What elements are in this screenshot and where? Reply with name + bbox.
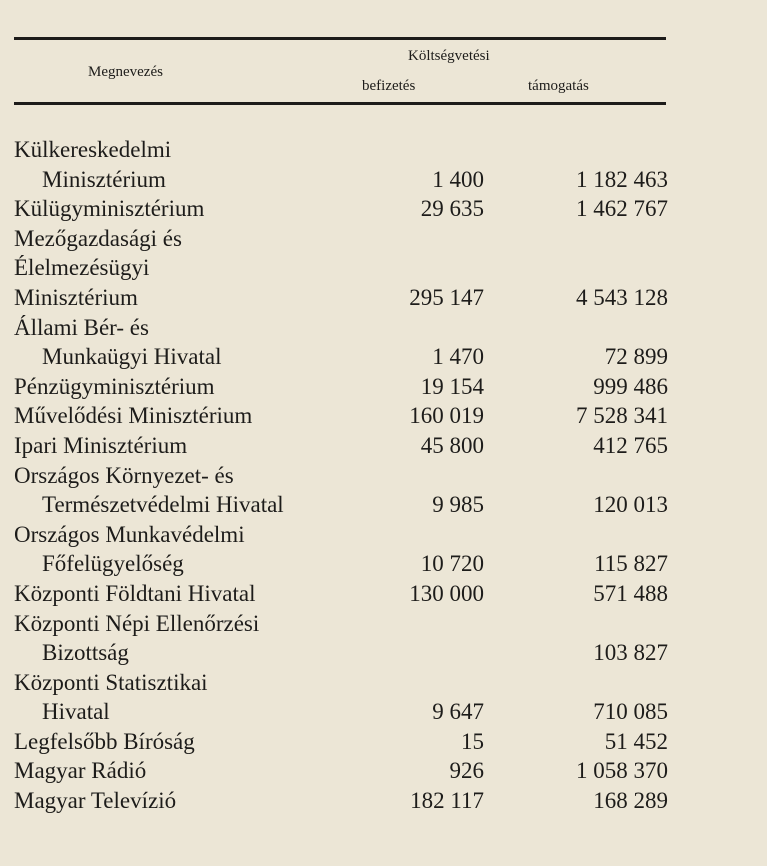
table-row	[14, 520, 668, 550]
table-row	[14, 401, 668, 431]
budget-table	[14, 135, 668, 816]
row-name: Pénzügyminisztérium	[14, 373, 215, 399]
row-tamogatas	[484, 224, 668, 254]
table-row	[14, 727, 668, 757]
table-row	[14, 342, 668, 372]
column-group-header: Költségvetési	[408, 48, 490, 64]
row-tamogatas: 710 085	[593, 699, 668, 725]
row-name: Főfelügyelőség	[42, 551, 184, 577]
table-body	[14, 135, 668, 816]
row-name: Munkaügyi Hivatal	[42, 344, 222, 370]
row-tamogatas: 4 543 128	[576, 284, 668, 310]
table-row	[14, 194, 668, 224]
table-row	[14, 224, 668, 254]
table-row	[14, 697, 668, 727]
row-tamogatas: 999 486	[593, 373, 668, 399]
row-name: Magyar Rádió	[14, 758, 147, 784]
row-befizetes	[364, 520, 484, 550]
row-befizetes	[364, 224, 484, 254]
row-befizetes: 15	[461, 728, 484, 754]
row-name: Élelmezésügyi	[14, 255, 150, 281]
row-tamogatas: 1 058 370	[576, 758, 668, 784]
table-row	[14, 283, 668, 313]
row-befizetes	[364, 253, 484, 283]
table-row	[14, 668, 668, 698]
row-befizetes	[364, 668, 484, 698]
row-tamogatas: 1 462 767	[576, 196, 668, 222]
row-befizetes	[364, 313, 484, 343]
table-row	[14, 609, 668, 639]
row-name: Bizottság	[42, 640, 129, 666]
table-row	[14, 461, 668, 491]
row-befizetes: 182 117	[410, 788, 484, 814]
table-row	[14, 756, 668, 786]
row-name: Központi Népi Ellenőrzési	[14, 610, 260, 636]
table-row	[14, 549, 668, 579]
row-name: Külkereskedelmi	[14, 137, 172, 162]
table-header-rule	[14, 102, 666, 105]
table-row	[14, 638, 668, 668]
row-name: Legfelsőbb Bíróság	[14, 728, 195, 754]
row-name: Természetvédelmi Hivatal	[42, 492, 284, 518]
row-tamogatas	[484, 520, 668, 550]
row-befizetes: 45 800	[420, 432, 484, 458]
row-befizetes	[364, 135, 484, 165]
row-name: Mezőgazdasági és	[14, 225, 182, 251]
row-tamogatas: 168 289	[593, 788, 668, 814]
row-tamogatas: 72 899	[604, 344, 668, 370]
row-name: Központi Földtani Hivatal	[14, 580, 256, 606]
table-top-rule	[14, 37, 666, 40]
row-befizetes: 9 985	[432, 492, 484, 518]
row-befizetes	[364, 461, 484, 491]
row-tamogatas: 7 528 341	[576, 403, 668, 429]
row-befizetes: 295 147	[409, 284, 484, 310]
table-row	[14, 372, 668, 402]
row-befizetes: 9 647	[432, 699, 484, 725]
row-befizetes: 10 720	[420, 551, 484, 577]
row-tamogatas: 571 488	[593, 580, 668, 606]
row-tamogatas: 412 765	[593, 432, 668, 458]
row-tamogatas	[484, 313, 668, 343]
row-befizetes: 130 000	[409, 580, 484, 606]
row-befizetes: 29 635	[420, 196, 484, 222]
row-name: Központi Statisztikai	[14, 669, 208, 695]
row-befizetes	[364, 609, 484, 639]
row-befizetes: 926	[449, 758, 484, 784]
table-row	[14, 135, 668, 165]
table-row	[14, 579, 668, 609]
row-tamogatas	[484, 253, 668, 283]
row-name: Országos Környezet- és	[14, 462, 234, 488]
row-befizetes: 160 019	[409, 403, 484, 429]
row-tamogatas	[484, 609, 668, 639]
table-row	[14, 786, 668, 816]
row-tamogatas	[484, 461, 668, 491]
row-name: Minisztérium	[42, 166, 166, 192]
row-name: Minisztérium	[14, 284, 138, 310]
row-name: Országos Munkavédelmi	[14, 521, 245, 547]
row-name: Hivatal	[42, 699, 110, 725]
row-befizetes: 1 470	[432, 344, 484, 370]
row-tamogatas: 120 013	[593, 492, 668, 518]
row-tamogatas: 115 827	[594, 551, 668, 577]
row-befizetes: 1 400	[432, 166, 484, 192]
table-row	[14, 165, 668, 195]
row-name: Magyar Televízió	[14, 788, 177, 814]
table-row	[14, 313, 668, 343]
column-header-tamogatas: támogatás	[528, 78, 589, 94]
row-tamogatas: 103 827	[593, 640, 668, 666]
row-tamogatas	[484, 668, 668, 698]
row-tamogatas: 51 452	[604, 728, 668, 754]
row-tamogatas: 1 182 463	[576, 166, 668, 192]
column-header-name: Megnevezés	[88, 64, 163, 80]
row-befizetes: 19 154	[420, 373, 484, 399]
column-header-befizetes: befizetés	[362, 78, 416, 94]
row-name: Állami Bér- és	[14, 314, 149, 340]
row-name: Ipari Minisztérium	[14, 432, 188, 458]
row-befizetes	[364, 638, 484, 668]
table-row	[14, 431, 668, 461]
table-row	[14, 253, 668, 283]
table-row	[14, 490, 668, 520]
row-tamogatas	[484, 135, 668, 165]
row-name: Művelődési Minisztérium	[14, 403, 253, 429]
row-name: Külügyminisztérium	[14, 196, 205, 222]
